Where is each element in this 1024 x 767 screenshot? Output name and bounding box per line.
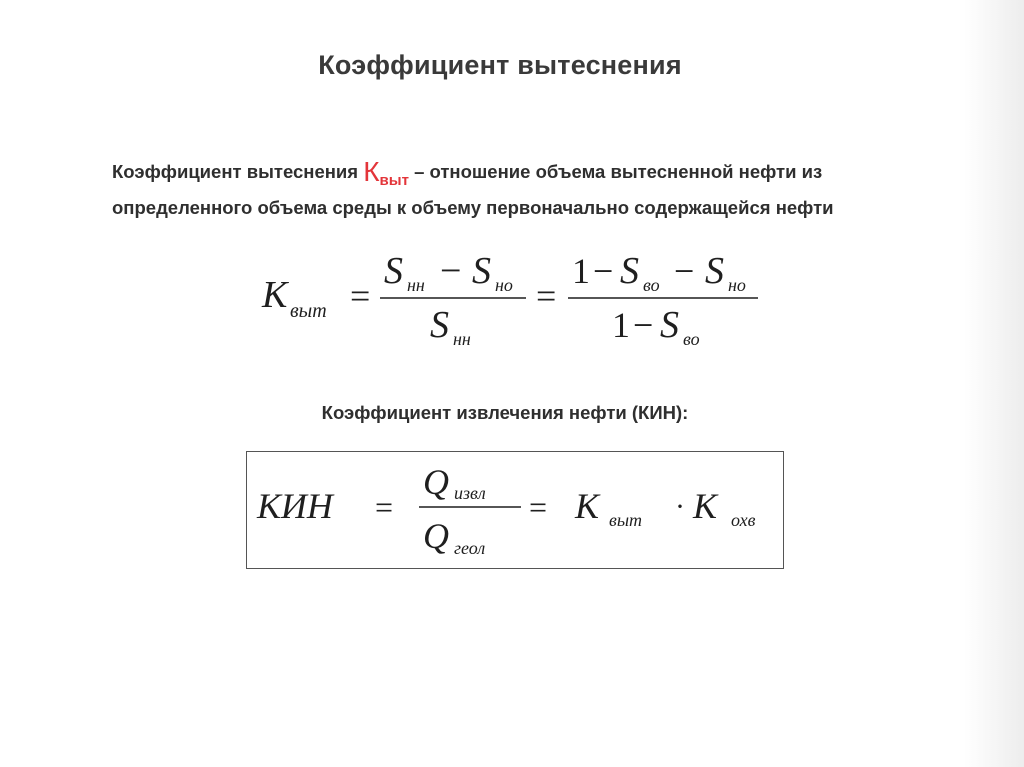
- formula2-num-q: Q: [423, 462, 449, 502]
- formula2-k1: K: [575, 486, 600, 526]
- formula2-k2-sub: охв: [731, 510, 756, 530]
- frac1-num-s1: S: [384, 250, 403, 292]
- frac1-den-s-sub: нн: [453, 329, 471, 349]
- frac1-den-s: S: [430, 304, 449, 346]
- formula1-equals-1: =: [350, 276, 371, 316]
- definition-rest: – отношение объема вытесненной нефти из определенного объема среды к объему первоначально содержащейся нефти: [112, 161, 834, 218]
- displacement-formula: [250, 245, 790, 370]
- frac2-num-one: 1: [572, 251, 590, 291]
- recovery-formula-svg: [247, 452, 783, 568]
- slide-title: Коэффициент вытеснения: [318, 50, 682, 80]
- frac1-num-s2-sub: но: [495, 275, 513, 295]
- frac2-den-s: S: [660, 304, 679, 346]
- frac2-den-minus: −: [633, 305, 654, 345]
- formula2-den-sub: геол: [454, 538, 486, 558]
- formula2-k2: K: [693, 486, 718, 526]
- displacement-formula-svg: [250, 245, 790, 365]
- frac2-num-s1-sub: во: [643, 275, 660, 295]
- frac1-num-minus: −: [440, 250, 462, 292]
- formula2-lhs: КИН: [257, 486, 333, 526]
- displacement-coefficient-symbol: $К_{выт}$: [363, 156, 409, 189]
- formula1-lhs-sub: выт: [290, 300, 327, 322]
- recovery-formula: [247, 452, 783, 573]
- frac2-den-s-sub: во: [683, 329, 700, 349]
- frac2-num-minus-1: −: [593, 251, 614, 291]
- formula2-num-sub: извл: [454, 483, 486, 503]
- frac2-den-one: 1: [612, 305, 630, 345]
- recovery-formula-box: [246, 451, 784, 569]
- formula2-den-q: Q: [423, 516, 449, 556]
- frac1-num-s2: S: [472, 250, 491, 292]
- formula2-equals-1: =: [375, 489, 394, 525]
- frac1-num-s1-sub: нн: [407, 275, 425, 295]
- frac2-num-s2: S: [705, 250, 724, 292]
- formula2-k1-sub: выт: [609, 510, 643, 530]
- frac2-num-s1: S: [620, 250, 639, 292]
- formula2-dot: ·: [675, 490, 685, 523]
- frac2-num-minus-2: −: [674, 251, 695, 291]
- recovery-factor-heading: Коэффициент извлечения нефти (КИН):: [321, 402, 689, 423]
- definition-text: [112, 158, 912, 221]
- frac2-num-s2-sub: но: [728, 275, 746, 295]
- formula1-equals-2: =: [536, 276, 557, 316]
- formula2-equals-2: =: [529, 489, 548, 525]
- definition-lead: Коэффициент вытеснения: [112, 161, 364, 182]
- formula1-lhs-k: K: [262, 274, 288, 316]
